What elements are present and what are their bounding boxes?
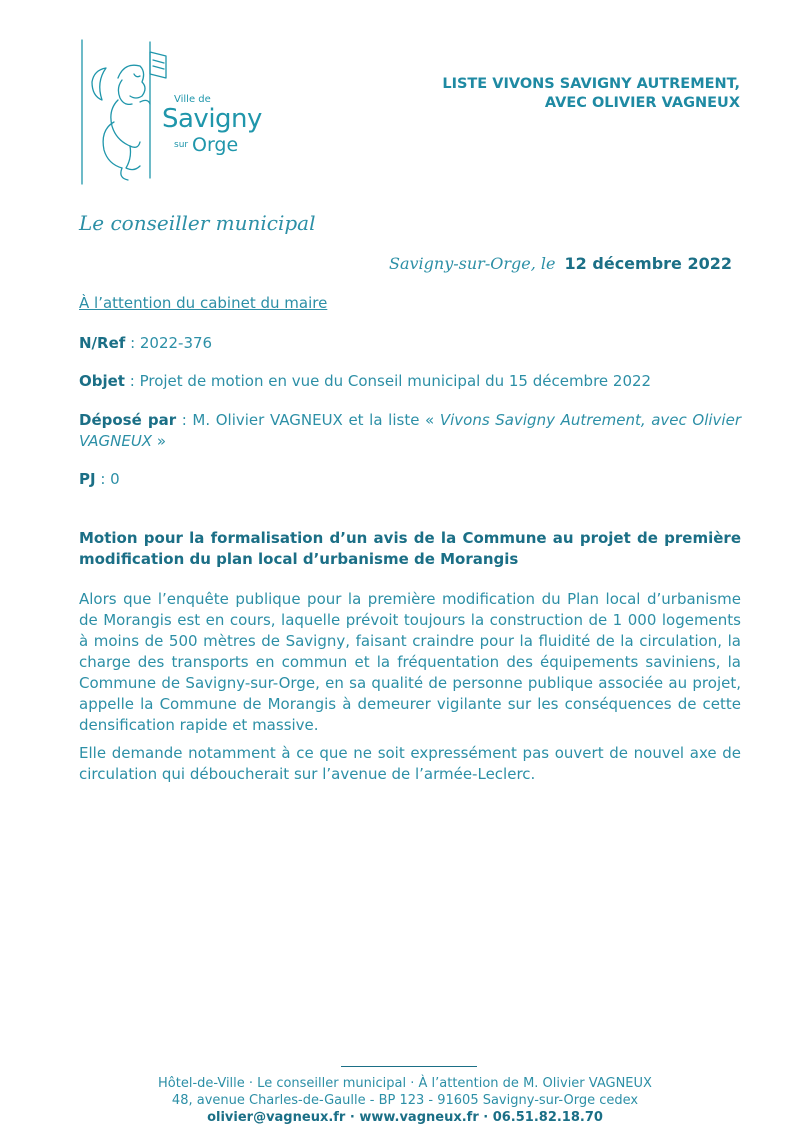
submitted-by-suffix: » bbox=[152, 432, 167, 450]
attachments-value: : 0 bbox=[95, 470, 120, 488]
submitted-by-list-name: Vivons Savigny Autrement, avec Olivier VAGNEUX bbox=[79, 411, 741, 450]
city-logo bbox=[78, 38, 262, 188]
lion-flag-emblem-icon bbox=[78, 38, 168, 188]
submitted-by-prefix: : M. Olivier VAGNEUX et la liste « bbox=[176, 411, 440, 429]
object-label: Objet bbox=[79, 372, 125, 390]
dateline-date: 12 décembre 2022 bbox=[564, 254, 732, 273]
reference-value: : 2022-376 bbox=[125, 334, 213, 352]
dateline bbox=[389, 254, 732, 273]
logo-ville-de: Ville de bbox=[174, 94, 211, 105]
object-value: : Projet de motion en vue du Conseil municipal du 15 décembre 2022 bbox=[124, 372, 652, 390]
motion-paragraph-1: Alors que l’enquête publique pour la première modification du Plan local d’urbanisme de Morangis est en cours, laquelle prévoit toujours la construction de 1 000 logements à moins de 500 mètres de Savigny, faisant craindre pour la fluidité de la circulation, la charge des transports en commun et la fréquentation des équipements saviniens, la Commune de Savigny-sur-Orge, en sa qualité de personne publique associée au projet, appelle la Commune de Morangis à demeurer vigilante sur les conséquences de cette densification rapide et massive. bbox=[79, 590, 741, 734]
motion-paragraph-2: Elle demande notamment à ce que ne soit expressément pas ouvert de nouvel axe de circulation qui déboucherait sur l’avenue de l’armée-Leclerc. bbox=[79, 744, 741, 783]
logo-sur: sur bbox=[174, 140, 189, 150]
logo-savigny: Savigny bbox=[162, 104, 262, 134]
attachments-label: PJ bbox=[79, 470, 96, 488]
dateline-place: Savigny-sur-Orge, le bbox=[389, 254, 556, 273]
logo-orge: Orge bbox=[192, 134, 239, 156]
footer-line2: 48, avenue Charles-de-Gaulle - BP 123 - 91605 Savigny-sur-Orge cedex bbox=[171, 1093, 639, 1108]
footer bbox=[0, 1075, 810, 1126]
reference-label: N/Ref bbox=[79, 334, 126, 352]
object-field bbox=[79, 372, 741, 390]
list-header-line1: LISTE VIVONS SAVIGNY AUTREMENT, bbox=[442, 76, 740, 92]
submitted-by-field bbox=[79, 410, 741, 452]
footer-divider bbox=[341, 1066, 477, 1067]
list-header bbox=[442, 75, 740, 113]
footer-contact: olivier@vagneux.fr · www.vagneux.fr · 06.51.82.18.70 bbox=[207, 1110, 603, 1125]
footer-line1: Hôtel-de-Ville · Le conseiller municipal · À l’attention de M. Olivier VAGNEUX bbox=[158, 1076, 652, 1091]
submitted-by-label: Déposé par bbox=[79, 411, 177, 429]
attention-line: À l’attention du cabinet du maire bbox=[79, 294, 328, 312]
list-header-line2: AVEC OLIVIER VAGNEUX bbox=[544, 95, 740, 111]
reference-field bbox=[79, 334, 741, 352]
sender-role: Le conseiller municipal bbox=[79, 211, 316, 235]
attachments-field bbox=[79, 470, 741, 488]
motion-title: Motion pour la formalisation d’un avis de la Commune au projet de première modification du plan local d’urbanisme de Morangis bbox=[79, 529, 741, 568]
